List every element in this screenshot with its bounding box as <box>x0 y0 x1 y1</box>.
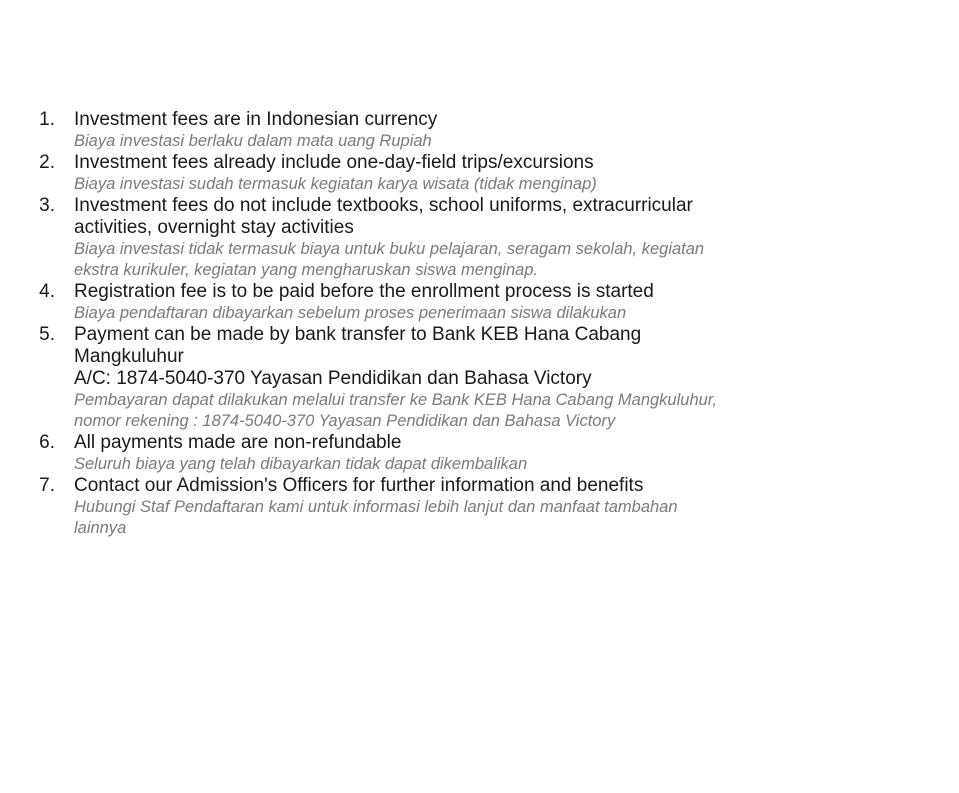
term-number: 5. <box>39 324 55 345</box>
term-number: 2. <box>39 152 55 173</box>
terms-list <box>0 109 959 539</box>
term-item-5 <box>0 324 724 432</box>
term-item-3 <box>0 195 724 281</box>
term-indonesian-text: Seluruh biaya yang telah dibayarkan tidak dapat dikembalikan <box>74 455 528 473</box>
term-english-text: Payment can be made by bank transfer to Bank KEB Hana Cabang Mangkuluhur <box>74 324 642 367</box>
term-indonesian-text: Biaya investasi berlaku dalam mata uang Rupiah <box>74 132 432 150</box>
term-number: 1. <box>39 109 55 130</box>
term-english-text: Registration fee is to be paid before the enrollment process is started <box>74 281 654 302</box>
term-indonesian-text: Hubungi Staf Pendaftaran kami untuk informasi lebih lanjut dan manfaat tambahan lainnya <box>74 498 678 537</box>
term-english-text: Investment fees are in Indonesian currency <box>74 109 438 130</box>
term-number: 4. <box>39 281 55 302</box>
term-english-text: Contact our Admission's Officers for further information and benefits <box>74 475 644 496</box>
term-item-6 <box>0 432 724 475</box>
term-item-1 <box>0 109 724 152</box>
term-item-4 <box>0 281 724 324</box>
term-number: 7. <box>39 475 55 496</box>
term-indonesian-text: Biaya investasi tidak termasuk biaya untuk buku pelajaran, seragam sekolah, kegiatan ekstra kurikuler, kegiatan yang mengharuskan siswa menginap. <box>74 240 705 279</box>
term-indonesian-text: Biaya pendaftaran dibayarkan sebelum proses penerimaan siswa dilakukan <box>74 304 627 322</box>
bank-account-text: A/C: 1874-5040-370 Yayasan Pendidikan dan Bahasa Victory <box>74 368 592 389</box>
term-item-7 <box>0 475 724 539</box>
term-indonesian-text: Pembayaran dapat dilakukan melalui transfer ke Bank KEB Hana Cabang Mangkuluhur, nomor rekening : 1874-5040-370 Yayasan Pendidikan dan Bahasa Victory <box>74 391 717 430</box>
term-english-text: Investment fees already include one-day-field trips/excursions <box>74 152 594 173</box>
term-indonesian-text: Biaya investasi sudah termasuk kegiatan karya wisata (tidak menginap) <box>74 175 597 193</box>
term-english-text: Investment fees do not include textbooks, school uniforms, extracurricular activities, overnight stay activities <box>74 195 693 238</box>
terms-document <box>0 109 959 539</box>
term-number: 6. <box>39 432 55 453</box>
term-english-text: All payments made are non-refundable <box>74 432 402 453</box>
term-number: 3. <box>39 195 55 216</box>
term-item-2 <box>0 152 734 195</box>
